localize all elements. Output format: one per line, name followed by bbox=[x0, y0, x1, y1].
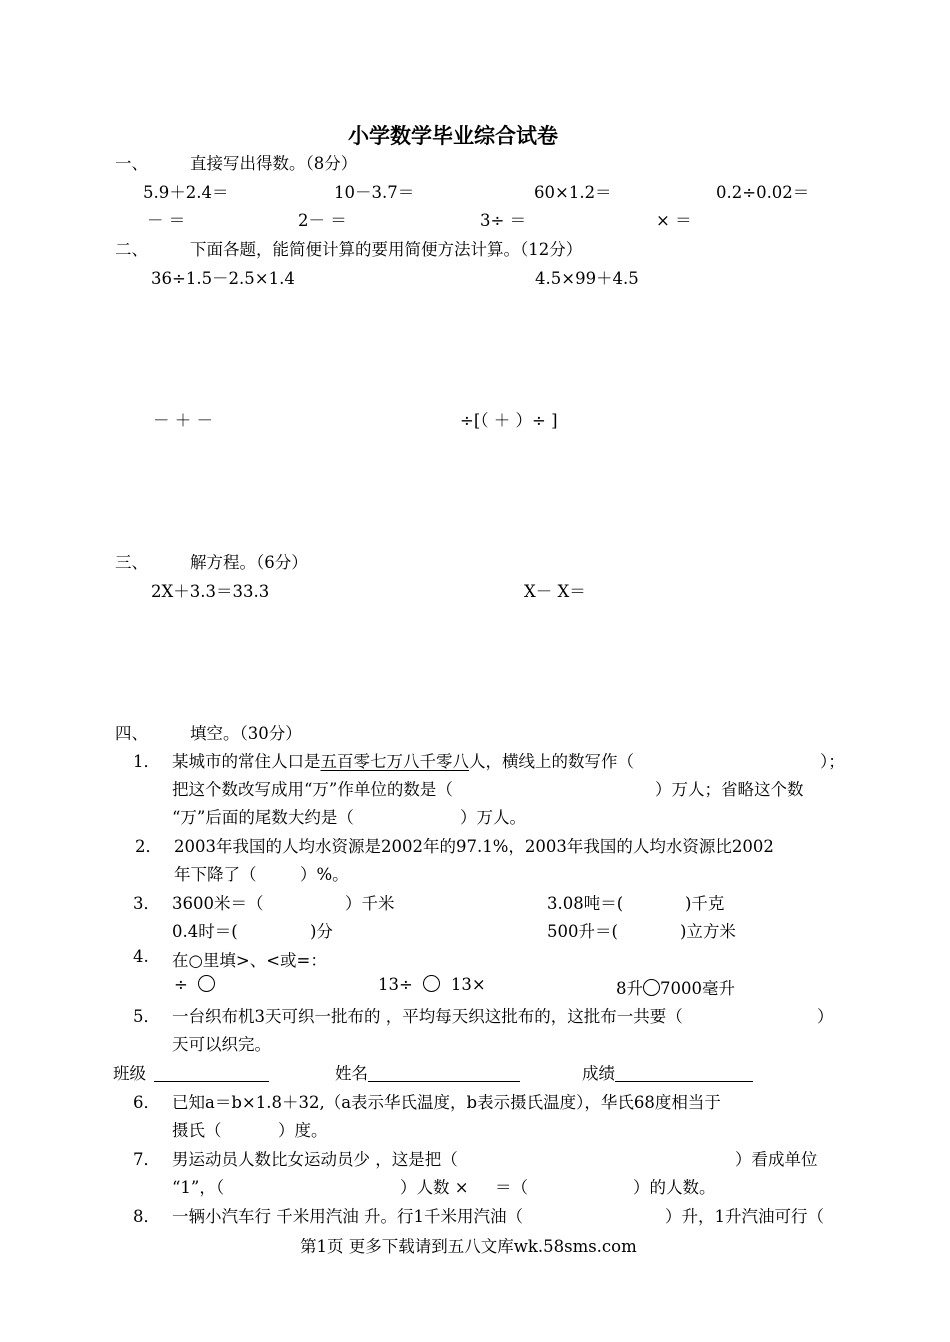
question-text: 一辆小汽车行 千米用汽油 升。行1千米用汽油（ bbox=[172, 1207, 523, 1226]
question-text: ）的人数。 bbox=[633, 1178, 716, 1197]
question-text: )千克 bbox=[685, 894, 725, 913]
section-2-number: 二、 bbox=[115, 240, 148, 259]
question-text: 3600米＝（ bbox=[172, 894, 264, 913]
question-text: 年下降了（ bbox=[174, 865, 257, 884]
question-number: 5． bbox=[133, 1007, 160, 1026]
question-text: ）； bbox=[820, 752, 845, 771]
question-number: 8． bbox=[133, 1207, 160, 1226]
calc-item: 2－ ＝ bbox=[298, 211, 347, 230]
section-1-number: 一、 bbox=[115, 154, 148, 173]
problem: 4.5×99＋4.5 bbox=[535, 269, 639, 288]
class-field[interactable] bbox=[154, 1065, 269, 1082]
question-text: 已知a＝b×1.8＋32,（a表示华氏温度，b表示摄氏温度），华氏68度相当于 bbox=[172, 1093, 721, 1112]
question-text: ）度。 bbox=[278, 1121, 328, 1140]
problem: － ＋ － bbox=[153, 411, 213, 430]
page-footer: 第1页 更多下载请到五八文库wk.58sms.com bbox=[300, 1237, 637, 1256]
score-label: 成绩 bbox=[582, 1060, 753, 1084]
equation: X－ X＝ bbox=[524, 582, 586, 601]
question-text: 0.4时＝( bbox=[172, 922, 238, 941]
question-text: “1”，（ bbox=[172, 1178, 225, 1197]
calc-item: 3÷ ＝ bbox=[480, 211, 527, 230]
question-number: 2． bbox=[135, 837, 162, 856]
question-text: ）万人；省略这个数 bbox=[655, 780, 804, 799]
name-field[interactable] bbox=[368, 1065, 520, 1082]
question-text: 在○里填>、<或=： bbox=[172, 951, 327, 970]
circle-blank-icon bbox=[198, 975, 215, 992]
compare-item: 13÷ 13× bbox=[378, 975, 486, 994]
calc-item: 10－3.7＝ bbox=[334, 183, 415, 202]
calc-item: × ＝ bbox=[656, 211, 692, 230]
compare-item: 8升 7000毫升 bbox=[616, 979, 735, 998]
question-text: ＝（ bbox=[495, 1178, 528, 1197]
question-text: 某城市的常住人口是五百零七万八千零八人，横线上的数写作（ bbox=[172, 752, 634, 771]
question-text: ）千米 bbox=[345, 894, 395, 913]
question-number: 4. bbox=[133, 947, 149, 966]
section-4-heading: 填空。（30分） bbox=[190, 724, 302, 743]
page-title: 小学数学毕业综合试卷 bbox=[348, 123, 558, 148]
question-text: 一台织布机3天可织一批布的 ，平均每天织这批布的，这批布一共要（ bbox=[172, 1007, 683, 1026]
question-number: 3． bbox=[133, 894, 160, 913]
question-text: ）万人。 bbox=[460, 808, 526, 827]
question-text: “万”后面的尾数大约是（ bbox=[172, 808, 354, 827]
question-text: ）升，1升汽油可行（ bbox=[665, 1207, 824, 1226]
section-1-heading: 直接写出得数。（8分） bbox=[190, 154, 358, 173]
equation: 2X＋3.3＝33.3 bbox=[151, 582, 270, 601]
question-text: ）人数 × bbox=[400, 1178, 469, 1197]
question-number: 1． bbox=[133, 752, 160, 771]
calc-item: 0.2÷0.02＝ bbox=[716, 183, 810, 202]
section-4-number: 四、 bbox=[115, 724, 148, 743]
question-text: 天可以织完。 bbox=[172, 1035, 271, 1054]
circle-blank-icon bbox=[423, 975, 440, 992]
question-text: 摄氏（ bbox=[172, 1121, 222, 1140]
section-3-heading: 解方程。（6分） bbox=[190, 553, 308, 572]
underlined-number: 五百零七万八千零八 bbox=[320, 752, 469, 771]
calc-item: 5.9＋2.4＝ bbox=[143, 183, 229, 202]
section-3-number: 三、 bbox=[115, 553, 148, 572]
calc-item: 60×1.2＝ bbox=[534, 183, 612, 202]
problem: ÷[（ ＋ ）÷ ] bbox=[460, 411, 558, 430]
compare-item: ÷ bbox=[174, 975, 215, 994]
question-text: 3.08吨＝( bbox=[547, 894, 624, 913]
calc-item: － ＝ bbox=[147, 211, 186, 230]
name-label: 姓名 bbox=[335, 1060, 520, 1084]
section-2-heading: 下面各题，能简便计算的要用简便方法计算。（12分） bbox=[190, 240, 583, 259]
question-number: 7． bbox=[133, 1150, 160, 1169]
score-field[interactable] bbox=[615, 1065, 753, 1082]
class-label: 班级 bbox=[113, 1060, 269, 1084]
question-text: 500升＝( bbox=[547, 922, 618, 941]
question-number: 6． bbox=[133, 1093, 160, 1112]
question-text: ）看成单位 bbox=[735, 1150, 818, 1169]
circle-blank-icon bbox=[643, 979, 660, 996]
question-text: ） bbox=[817, 1007, 834, 1026]
question-text: 把这个数改写成用“万”作单位的数是（ bbox=[172, 780, 453, 799]
question-text: )分 bbox=[310, 922, 333, 941]
question-text: 男运动员人数比女运动员少 ，这是把（ bbox=[172, 1150, 458, 1169]
question-text: ）%。 bbox=[300, 865, 349, 884]
problem: 36÷1.5－2.5×1.4 bbox=[151, 269, 295, 288]
question-text: )立方米 bbox=[680, 922, 736, 941]
question-text: 2003年我国的人均水资源是2002年的97.1%，2003年我国的人均水资源比2002 bbox=[174, 837, 774, 856]
